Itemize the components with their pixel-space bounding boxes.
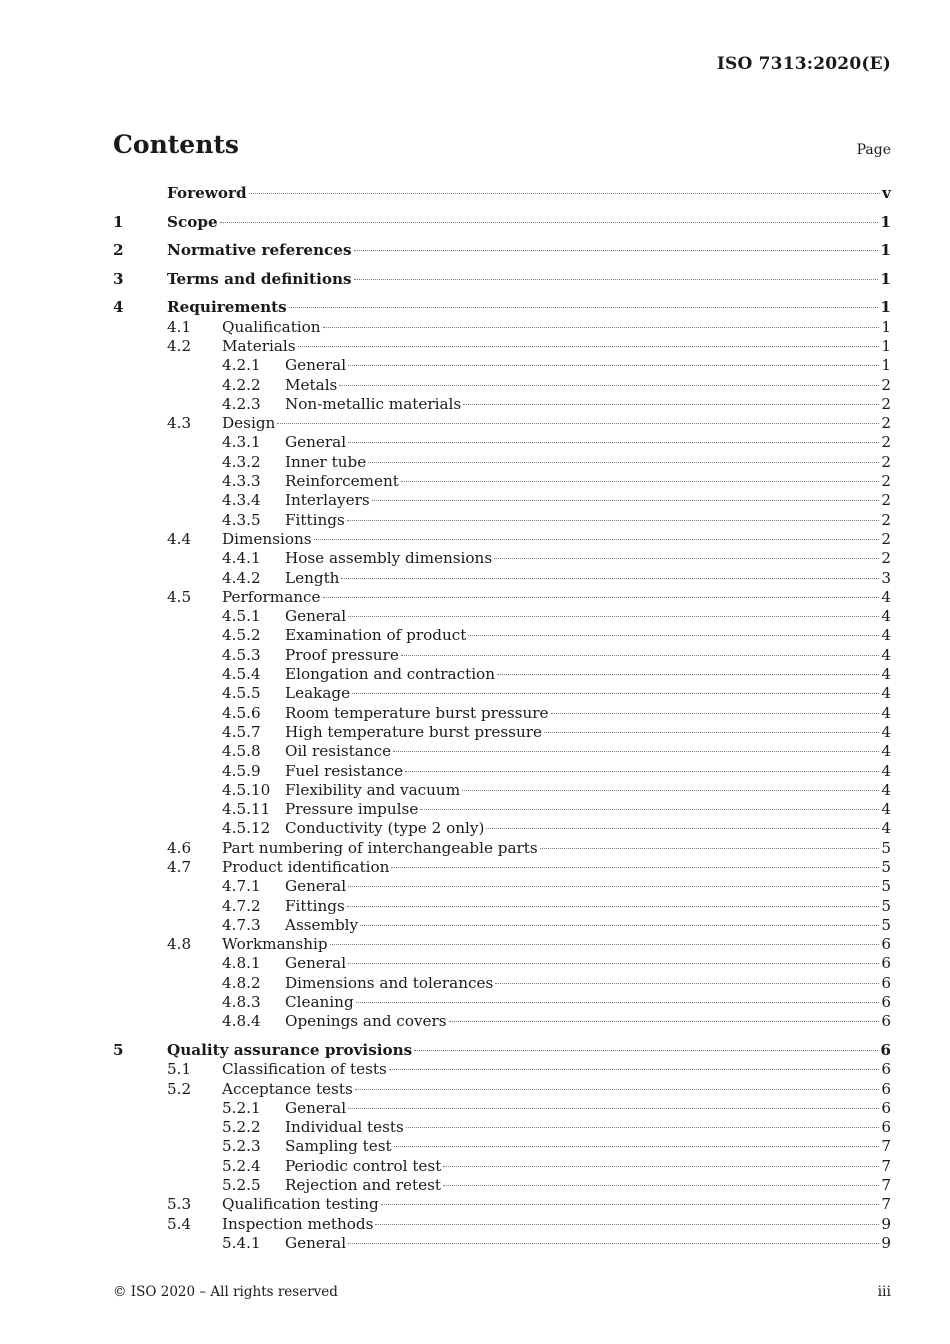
dot-leader: [298, 346, 880, 347]
toc-entry-page: 6: [881, 973, 891, 992]
toc-entry-page: 4: [881, 626, 891, 645]
toc-entry-page: 6: [881, 993, 891, 1012]
dot-leader: [414, 1050, 878, 1051]
dot-leader: [354, 279, 879, 280]
toc-entry-number: 4.7.2: [222, 896, 261, 915]
toc-entry-title[interactable]: Length: [285, 568, 340, 587]
toc-entry-title[interactable]: Requirements: [167, 298, 287, 317]
toc-entry[interactable]: [113, 318, 891, 337]
toc-entry-title[interactable]: Qualification: [222, 317, 321, 336]
toc-entry[interactable]: [113, 742, 891, 761]
toc-entry[interactable]: [113, 858, 891, 877]
toc-entry-title[interactable]: Sampling test: [285, 1137, 392, 1156]
dot-leader: [420, 809, 879, 810]
toc-entry-number: 5.2.1: [222, 1098, 261, 1117]
toc-entry-page: 6: [881, 1060, 891, 1079]
toc-entry-page: 6: [880, 1040, 891, 1059]
toc-entry-page: 5: [881, 896, 891, 915]
toc-entry-title[interactable]: High temperature burst pressure: [285, 722, 542, 741]
dot-leader: [348, 616, 879, 617]
dot-leader: [551, 713, 880, 714]
toc-entry-page: 5: [881, 838, 891, 857]
toc-entry-number: 4.3.1: [222, 433, 261, 452]
toc-entry-page: 2: [881, 452, 891, 471]
toc-entry-title[interactable]: Product identification: [222, 857, 390, 876]
toc-entry[interactable]: [113, 213, 891, 232]
page-number: iii: [877, 1284, 891, 1300]
toc-entry-page: 7: [881, 1195, 891, 1214]
toc-entry-page: 5: [881, 877, 891, 896]
toc-entry-page: 1: [880, 212, 891, 231]
toc-entry-title[interactable]: Acceptance tests: [222, 1079, 353, 1098]
dot-leader: [348, 886, 879, 887]
toc-entry[interactable]: [113, 270, 891, 289]
toc-entry-number: 4.8: [167, 935, 192, 954]
dot-leader: [375, 1224, 879, 1225]
toc-entry[interactable]: [113, 916, 891, 935]
dot-leader: [323, 327, 880, 328]
toc-entry-number: 4.5.5: [222, 684, 261, 703]
toc-entry-title[interactable]: Leakage: [285, 684, 351, 703]
toc-entry-number: 5.4: [167, 1214, 192, 1233]
toc-entry-title[interactable]: Dimensions and tolerances: [285, 973, 494, 992]
dot-leader: [391, 867, 879, 868]
toc-entry-number: 4.5.4: [222, 665, 261, 684]
dot-leader: [449, 1021, 880, 1022]
toc-entry-page: 4: [881, 800, 891, 819]
toc-entry[interactable]: [113, 704, 891, 723]
toc-entry-title[interactable]: General: [285, 954, 347, 973]
toc-entry-title[interactable]: Inner tube: [285, 452, 367, 471]
dot-leader: [220, 222, 879, 223]
toc-entry-title[interactable]: Dimensions: [222, 529, 312, 548]
toc-entry-page: 2: [881, 433, 891, 452]
toc-entry[interactable]: [113, 569, 891, 588]
toc-entry-page: 6: [881, 1118, 891, 1137]
toc-entry-title[interactable]: Classification of tests: [222, 1060, 387, 1079]
dot-leader: [381, 1204, 880, 1205]
toc-entry-title[interactable]: General: [285, 877, 347, 896]
toc-entry[interactable]: [113, 588, 891, 607]
toc-entry-number: 1: [113, 212, 124, 231]
toc-entry[interactable]: [113, 626, 891, 645]
toc-entry-page: v: [882, 184, 891, 202]
dot-leader: [401, 655, 880, 656]
toc-entry-title[interactable]: General: [285, 433, 347, 452]
toc-entry[interactable]: [113, 453, 891, 472]
dot-leader: [330, 944, 880, 945]
toc-entry[interactable]: [113, 1099, 891, 1118]
toc-entry-page: 4: [881, 607, 891, 626]
toc-entry-title[interactable]: Terms and definitions: [167, 269, 352, 288]
dot-leader: [462, 790, 879, 791]
toc-entry-number: 4.5.12: [222, 819, 271, 838]
toc-entry-page: 2: [881, 472, 891, 491]
toc-entry-page: 4: [881, 703, 891, 722]
toc-entry-title[interactable]: Fittings: [285, 510, 345, 529]
toc-entry-page: 2: [881, 375, 891, 394]
toc-entry-number: 4: [113, 298, 124, 317]
toc-entry-page: 1: [880, 298, 891, 317]
toc-entry-number: 4.7: [167, 857, 192, 876]
toc-entry[interactable]: [113, 762, 891, 781]
toc-entry-number: 5.3: [167, 1195, 192, 1214]
toc-entry[interactable]: [113, 241, 891, 260]
toc-entry-number: 4.2: [167, 336, 192, 355]
toc-entry-page: 2: [881, 414, 891, 433]
toc-entry-title[interactable]: Fuel resistance: [285, 761, 404, 780]
toc-entry-page: 1: [881, 317, 891, 336]
toc-entry-number: 4.2.3: [222, 394, 261, 413]
toc-entry-page: 5: [881, 857, 891, 876]
toc-entry-number: 5.2.3: [222, 1137, 261, 1156]
toc-entry-number: 4.8.2: [222, 973, 261, 992]
toc-entry-number: 4.5.9: [222, 761, 261, 780]
toc-entry[interactable]: [113, 974, 891, 993]
toc-entry-page: 7: [881, 1156, 891, 1175]
toc-entry-number: 5.1: [167, 1060, 192, 1079]
toc-entry-page: 6: [881, 1098, 891, 1117]
toc-entry[interactable]: [113, 472, 891, 491]
toc-entry-title[interactable]: Metals: [285, 375, 338, 394]
toc-entry-page: 1: [880, 241, 891, 260]
toc-entry[interactable]: [113, 491, 891, 510]
toc-entry-page: 7: [881, 1137, 891, 1156]
toc-entry-number: 4.6: [167, 838, 192, 857]
toc-entry[interactable]: [113, 433, 891, 452]
toc-entry-page: 4: [881, 780, 891, 799]
dot-leader: [341, 578, 879, 579]
toc-entry-number: 5.4.1: [222, 1233, 261, 1252]
toc-entry-page: 1: [881, 336, 891, 355]
toc-entry-number: 4.5.10: [222, 780, 271, 799]
toc-entry[interactable]: [113, 1041, 891, 1060]
toc-entry[interactable]: [113, 839, 891, 858]
toc-entry-title[interactable]: Inspection methods: [222, 1214, 374, 1233]
toc-entry-number: 3: [113, 269, 124, 288]
toc-entry-title[interactable]: Pressure impulse: [285, 800, 419, 819]
toc-entry-title[interactable]: Assembly: [285, 915, 359, 934]
toc-entry-title[interactable]: Fittings: [285, 896, 345, 915]
dot-leader: [348, 1108, 879, 1109]
dot-leader: [463, 404, 879, 405]
toc-entry-number: 4.3.2: [222, 452, 261, 471]
toc-entry-page: 5: [881, 915, 891, 934]
toc-entry-page: 4: [881, 587, 891, 606]
toc-entry-title[interactable]: Conductivity (type 2 only): [285, 819, 485, 838]
toc-entry[interactable]: [113, 877, 891, 896]
toc-entry[interactable]: [113, 1118, 891, 1137]
toc-entry-number: 5.2: [167, 1079, 192, 1098]
dot-leader: [277, 423, 879, 424]
dot-leader: [352, 693, 879, 694]
toc-entry[interactable]: [113, 607, 891, 626]
toc-entry[interactable]: [113, 665, 891, 684]
toc-entry-title[interactable]: Quality assurance provisions: [167, 1040, 413, 1059]
dot-leader: [347, 906, 880, 907]
toc-entry-page: 1: [881, 356, 891, 375]
toc-entry[interactable]: [113, 646, 891, 665]
toc-entry-number: 2: [113, 241, 124, 260]
toc-entry-title[interactable]: Performance: [222, 587, 321, 606]
toc-entry[interactable]: [113, 684, 891, 703]
dot-leader: [348, 963, 879, 964]
toc-entry[interactable]: [113, 395, 891, 414]
dot-leader: [289, 307, 879, 308]
dot-leader: [323, 597, 880, 598]
toc-entry[interactable]: [113, 819, 891, 838]
toc-entry-title[interactable]: Interlayers: [285, 491, 370, 510]
toc-entry-title[interactable]: General: [285, 356, 347, 375]
toc-entry-page: 1: [880, 269, 891, 288]
dot-leader: [360, 925, 879, 926]
dot-leader: [497, 674, 879, 675]
toc-entry[interactable]: [113, 549, 891, 568]
toc-entry-number: 4.4: [167, 529, 192, 548]
toc-entry-title[interactable]: Individual tests: [285, 1118, 404, 1137]
toc-entry[interactable]: [113, 781, 891, 800]
toc-entry-title[interactable]: General: [285, 1233, 347, 1252]
dot-leader: [495, 983, 879, 984]
toc-entry-number: 4.2.2: [222, 375, 261, 394]
dot-leader: [355, 1089, 880, 1090]
toc-entry-number: 4.3.5: [222, 510, 261, 529]
toc-entry-number: 4.4.2: [222, 568, 261, 587]
toc-entry-number: 4.5.8: [222, 742, 261, 761]
toc-entry[interactable]: [113, 1080, 891, 1099]
dot-leader: [389, 1069, 880, 1070]
toc-entry-title[interactable]: Design: [222, 414, 276, 433]
dot-leader: [494, 558, 879, 559]
toc-entry-page: 4: [881, 684, 891, 703]
toc-entry-number: 4.8.4: [222, 1012, 261, 1031]
dot-leader: [468, 635, 879, 636]
toc-entry-number: 4.4.1: [222, 549, 261, 568]
toc-entry-page: 6: [881, 1079, 891, 1098]
toc-entry-page: 9: [881, 1233, 891, 1252]
toc-entry-title[interactable]: Scope: [167, 212, 218, 231]
toc-entry-title[interactable]: Foreword: [167, 184, 247, 202]
toc-entry-page: 4: [881, 819, 891, 838]
toc-entry-page: 6: [881, 935, 891, 954]
toc-entry-number: 4.5.2: [222, 626, 261, 645]
dot-leader: [393, 751, 879, 752]
toc-entry-page: 4: [881, 665, 891, 684]
toc-entry-number: 4.8.1: [222, 954, 261, 973]
toc-entry-number: 4.3: [167, 414, 192, 433]
toc-entry[interactable]: [113, 1137, 891, 1156]
toc-entry[interactable]: [113, 1195, 891, 1214]
toc-entry-title[interactable]: Reinforcement: [285, 472, 399, 491]
page-column-label: Page: [856, 142, 891, 158]
dot-leader: [348, 442, 879, 443]
toc-entry-number: 4.1: [167, 317, 192, 336]
toc-entry-title[interactable]: Room temperature burst pressure: [285, 703, 549, 722]
dot-leader: [405, 771, 879, 772]
toc-entry-title[interactable]: Non-metallic materials: [285, 394, 462, 413]
toc-entry-page: 2: [881, 510, 891, 529]
toc-entry-number: 4.5.3: [222, 645, 261, 664]
toc-entry[interactable]: [113, 1157, 891, 1176]
toc-entry[interactable]: [113, 1060, 891, 1079]
dot-leader: [540, 848, 880, 849]
toc-entry-page: 3: [881, 568, 891, 587]
toc-entry-page: 2: [881, 491, 891, 510]
dot-leader: [249, 193, 881, 194]
toc-entry-title[interactable]: Proof pressure: [285, 645, 399, 664]
toc-entry-number: 5.2.2: [222, 1118, 261, 1137]
toc-entry-number: 4.3.3: [222, 472, 261, 491]
toc-entry-title[interactable]: Flexibility and vacuum: [285, 780, 461, 799]
toc-entry-title[interactable]: Periodic control test: [285, 1156, 442, 1175]
dot-leader: [339, 385, 879, 386]
toc-entry[interactable]: [113, 298, 891, 317]
toc-entry-page: 6: [881, 954, 891, 973]
toc-entry-page: 4: [881, 761, 891, 780]
toc-entry-page: 4: [881, 645, 891, 664]
toc-entry-number: 4.5.6: [222, 703, 261, 722]
toc-entry[interactable]: [113, 356, 891, 375]
toc-entry[interactable]: [113, 376, 891, 395]
document-id: ISO 7313:2020(E): [716, 54, 891, 74]
toc-entry-title[interactable]: General: [285, 1098, 347, 1117]
dot-leader: [347, 520, 880, 521]
page-title: Contents: [113, 130, 240, 159]
toc-entry-title[interactable]: General: [285, 607, 347, 626]
dot-leader: [356, 1002, 880, 1003]
dot-leader: [401, 481, 879, 482]
toc-entry-title[interactable]: Cleaning: [285, 993, 354, 1012]
toc-entry[interactable]: [113, 800, 891, 819]
toc-entry[interactable]: [113, 723, 891, 742]
toc-entry-page: 4: [881, 722, 891, 741]
toc-entry[interactable]: [113, 337, 891, 356]
toc-entry[interactable]: [113, 184, 891, 203]
toc-entry-page: 2: [881, 529, 891, 548]
toc-entry-title[interactable]: Workmanship: [222, 935, 328, 954]
toc-entry-title[interactable]: Materials: [222, 336, 296, 355]
toc-entry-page: 4: [881, 742, 891, 761]
toc-entry-number: 5: [113, 1040, 124, 1059]
toc-entry-number: 4.3.4: [222, 491, 261, 510]
toc-entry-title[interactable]: Rejection and retest: [285, 1176, 441, 1195]
toc-entry-title[interactable]: Hose assembly dimensions: [285, 549, 493, 568]
dot-leader: [544, 732, 879, 733]
toc-entry[interactable]: [113, 993, 891, 1012]
toc-entry-title[interactable]: Openings and covers: [285, 1012, 447, 1031]
toc-entry[interactable]: [113, 530, 891, 549]
dot-leader: [354, 250, 879, 251]
dot-leader: [486, 828, 879, 829]
toc-entry[interactable]: [113, 897, 891, 916]
toc-entry-page: 2: [881, 549, 891, 568]
dot-leader: [348, 1243, 879, 1244]
toc-entry-number: 5.2.4: [222, 1156, 261, 1175]
toc-entry[interactable]: [113, 1234, 891, 1253]
toc-entry-page: 9: [881, 1214, 891, 1233]
toc-entry-number: 4.7.3: [222, 915, 261, 934]
toc-entry-title[interactable]: Elongation and contraction: [285, 665, 495, 684]
toc-entry[interactable]: [113, 511, 891, 530]
toc-entry-number: 4.5: [167, 587, 192, 606]
dot-leader: [443, 1166, 879, 1167]
dot-leader: [443, 1185, 879, 1186]
dot-leader: [372, 500, 880, 501]
toc-entry-title[interactable]: Part numbering of interchangeable parts: [222, 838, 538, 857]
table-of-contents: [113, 184, 891, 1253]
toc-entry-number: 5.2.5: [222, 1176, 261, 1195]
dot-leader: [406, 1127, 880, 1128]
toc-entry-title[interactable]: Qualification testing: [222, 1195, 379, 1214]
toc-entry-title[interactable]: Examination of product: [285, 626, 467, 645]
toc-entry-number: 4.5.1: [222, 607, 261, 626]
toc-entry-page: 7: [881, 1176, 891, 1195]
toc-entry[interactable]: [113, 954, 891, 973]
toc-entry[interactable]: [113, 414, 891, 433]
dot-leader: [368, 462, 879, 463]
toc-entry-title[interactable]: Normative references: [167, 241, 352, 260]
copyright-notice: © ISO 2020 – All rights reserved: [113, 1284, 338, 1300]
toc-entry-page: 2: [881, 394, 891, 413]
dot-leader: [348, 365, 879, 366]
toc-entry-number: 4.5.7: [222, 722, 261, 741]
toc-entry[interactable]: [113, 1215, 891, 1234]
toc-entry-number: 4.2.1: [222, 356, 261, 375]
toc-entry-number: 4.7.1: [222, 877, 261, 896]
toc-entry-title[interactable]: Oil resistance: [285, 742, 392, 761]
toc-entry-number: 4.5.11: [222, 800, 271, 819]
dot-leader: [314, 539, 880, 540]
toc-entry-page: 6: [881, 1012, 891, 1031]
toc-entry-number: 4.8.3: [222, 993, 261, 1012]
dot-leader: [394, 1146, 880, 1147]
toc-entry[interactable]: [113, 1176, 891, 1195]
toc-entry[interactable]: [113, 1012, 891, 1031]
toc-entry[interactable]: [113, 935, 891, 954]
